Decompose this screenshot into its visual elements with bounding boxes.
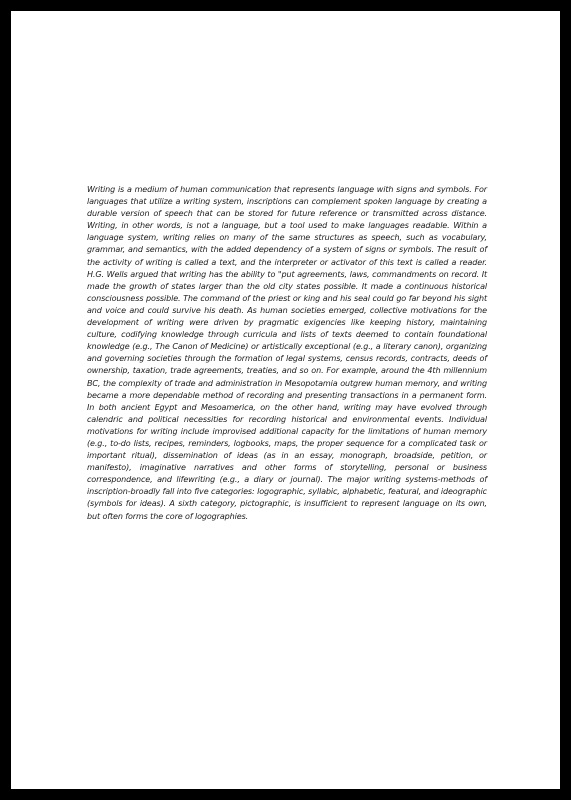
document-page — [11, 11, 560, 789]
body-paragraph: Writing is a medium of human communication that represents language with signs and symbols. For languages that utilize a writing system, inscriptions can complement spoken language by creating a durable version of speech that can be stored for future reference or transmitted across distance. Writing, in other words, is not a language, but a tool used to make languages readable. Within a language system, writing relies on many of the same structures as speech, such as vocabulary, grammar, and semantics, with the added dependency of a system of signs or symbols. The result of the activity of writing is called a text, and the interpreter or activator of this text is called a reader. H.G. Wells argued that writing has the ability to "put agreements, laws, commandments on record. It made the growth of states larger than the old city states possible. It made a continuous historical consciousness possible. The command of the priest or king and his seal could go far beyond his sight and voice and could survive his death. As human societies emerged, collective motivations for the development of writing were driven by pragmatic exigencies like keeping history, maintaining culture, codifying knowledge through curricula and lists of texts deemed to contain foundational knowledge (e.g., The Canon of Medicine) or artistically exceptional (e.g., a literary canon), organizing and governing societies through the formation of legal systems, census records, contracts, deeds of ownership, taxation, trade agreements, treaties, and so on. For example, around the 4th millennium BC, the complexity of trade and administration in Mesopotamia outgrew human memory, and writing became a more dependable method of recording and presenting transactions in a permanent form. In both ancient Egypt and Mesoamerica, on the other hand, writing may have evolved through calendric and political necessities for recording historical and environmental events. Individual motivations for writing include improvised additional capacity for the limitations of human memory (e.g., to-do lists, recipes, reminders, logbooks, maps, the proper sequence for a complicated task or important ritual), dissemination of ideas (as in an essay, monograph, broadside, petition, or manifesto), imaginative narratives and other forms of storytelling, personal or business correspondence, and lifewriting (e.g., a diary or journal). The major writing systems-methods of inscription-broadly fall into five categories: logographic, syllabic, alphabetic, featural, and ideographic (symbols for ideas). A sixth category, pictographic, is insufficient to represent language on its own, but often forms the core of logographies. — [87, 185, 487, 521]
